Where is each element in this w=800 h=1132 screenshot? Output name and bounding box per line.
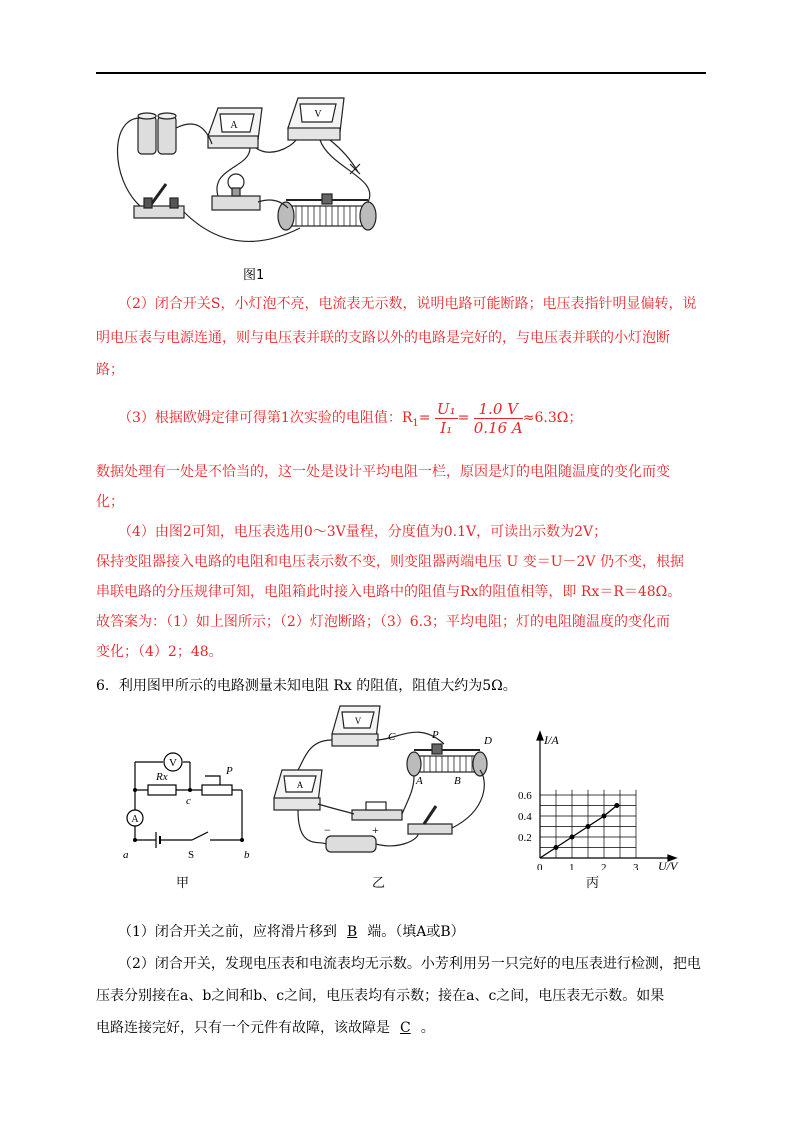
data-line [540, 806, 617, 859]
data-point [570, 835, 575, 840]
answer-p3-eq1: = [418, 410, 431, 426]
node-c-label: c [186, 795, 191, 807]
answer-p6-line1: 故答案为：（1）如上图所示；（2）灯泡断路；（3）6.3；平均电阻；灯的电阻随温度的变化而 [96, 614, 670, 630]
answer-p2-line2: 明电压表与电源连通，则与电压表并联的支路以外的电路是完好的，与电压表并联的小灯泡断 [96, 330, 670, 346]
fraction-i1: I₁ [440, 418, 453, 437]
data-point [614, 803, 619, 808]
svg-text:V: V [314, 109, 322, 120]
answer-p3-data-line1: 数据处理有一处是不恰当的，这一处是设计平均电阻一栏，原因是灯的电阻随温度的变化而变 [96, 464, 670, 480]
x-tick-label: 2 [601, 862, 607, 870]
sub-question-2-line1: （2）闭合开关，发现电压表和电流表均无示数。小芳利用另一只完好的电压表进行检测，把电 [118, 956, 701, 972]
svg-text:−: − [324, 823, 331, 837]
fraction-u1-i1 [435, 400, 458, 437]
answer-p3-eq2: = [457, 410, 470, 426]
ammeter-label: A [131, 814, 139, 825]
answer-p3-prefix: （3）根据欧姆定律可得第1次实验的电阻值：R [118, 410, 413, 426]
i-u-graph [518, 730, 688, 870]
y-axis-label: I/A [544, 733, 559, 747]
answer-p2-line3: 路； [96, 362, 124, 378]
graph-axes [537, 732, 676, 861]
node-a-label: a [123, 849, 129, 861]
x-tick-label: 0 [537, 862, 543, 870]
sub1-prefix: （1）闭合开关之前，应将滑片移到 [118, 924, 337, 940]
y-tick-label: 0.4 [518, 811, 532, 823]
svg-text:P: P [432, 729, 439, 741]
sub2-answer: C [400, 1020, 411, 1036]
answer-p3-sub: 1 [412, 417, 419, 429]
svg-text:C: C [388, 731, 396, 743]
answer-p3-data-line2: 化； [96, 494, 124, 510]
answer-p3-result: ≈6.3Ω； [522, 410, 583, 426]
voltmeter-label: V [169, 757, 177, 769]
header-rule [96, 72, 706, 74]
node-b-label: b [244, 849, 250, 861]
x-tick-label: 1 [569, 862, 575, 870]
svg-text:V: V [354, 716, 362, 726]
caption-jia: 甲 [176, 876, 190, 891]
figure-1-circuit [100, 88, 400, 258]
sub2-prefix: 电路连接完好，只有一个元件有故障，该故障是 [96, 1020, 390, 1036]
slider-p-label: P [226, 765, 233, 777]
sub1-answer: B [346, 924, 358, 940]
answer-p6-line2: 变化；（4）2；48。 [96, 644, 223, 660]
caption-bing: 丙 [586, 876, 600, 891]
switch-s-label: S [188, 849, 195, 861]
svg-text:A: A [296, 780, 304, 790]
caption-yi: 乙 [372, 876, 386, 891]
answer-p4: （4）由图2可知，电压表选用0～3V量程，分度值为0.1V，可读出示数为2V； [118, 524, 608, 540]
svg-text:B: B [454, 775, 461, 787]
fraction-current: 0.16 A [473, 418, 523, 437]
sub-question-2-line2: 压表分别接在a、b之间和b、c之间，电压表均有示数；接在a、c之间，电压表无示数。如果 [96, 988, 665, 1004]
circuit-physical-yi [268, 700, 508, 865]
rx-label: Rx [156, 771, 168, 783]
fraction-u1: U₁ [436, 399, 456, 418]
y-tick-label: 0.6 [518, 790, 532, 802]
graph-marks [540, 803, 619, 858]
answer-p5-line2: 串联电路的分压规律可知，电阻箱此时接入电路中的阻值与Rx的阻值相等，即 Rx＝R＝48Ω。 [96, 584, 682, 600]
data-point [586, 824, 591, 829]
fraction-values [474, 400, 523, 437]
data-point [602, 814, 607, 819]
answer-p5-line1: 保持变阻器接入电路的电阻和电压表示数不变，则变阻器两端电压 U 变＝U－2V 仍不变，根据 [96, 554, 684, 570]
answer-p2-line1: （2）闭合开关S，小灯泡不亮，电流表无示数，说明电路可能断路；电压表指针明显偏转，说 [118, 296, 697, 312]
sub1-suffix: 端。（填A或B） [367, 924, 465, 940]
y-tick-label: 0.2 [518, 832, 532, 844]
sub-question-2-line3 [96, 1018, 435, 1038]
question-6-stem: 6．利用图甲所示的电路测量未知电阻 Rx 的阻值，阻值大约为5Ω。 [96, 678, 517, 694]
sub-question-1 [118, 922, 465, 942]
svg-text:D: D [484, 735, 492, 747]
circuit-diagram-jia [110, 742, 260, 862]
x-tick-label: 3 [633, 862, 639, 870]
sub2-suffix: 。 [420, 1020, 435, 1036]
figure-1-caption: 图1 [243, 268, 265, 283]
svg-text:+: + [372, 823, 379, 837]
svg-text:A: A [230, 120, 238, 131]
x-axis-label: U/V [658, 859, 678, 870]
fraction-voltage: 1.0 V [474, 400, 523, 419]
data-point [554, 845, 559, 850]
answer-p3-formula [118, 398, 582, 442]
svg-text:A: A [416, 775, 423, 787]
